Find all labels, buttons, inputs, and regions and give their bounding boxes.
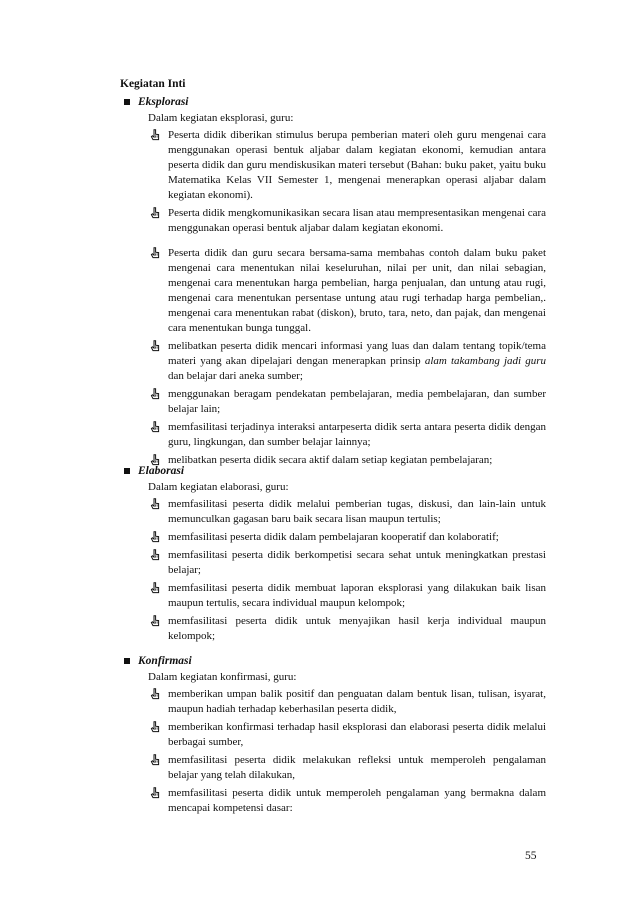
- square-bullet-icon: [124, 99, 130, 105]
- list-item: Peserta didik diberikan stimulus berupa pemberian materi oleh guru mengenai cara menggunakan operasi bentuk aljabar dalam kegiatan ekonomi, kemudian antara peserta didik dan guru mendiskusikan materi tersebut (Bahan: buku paket, yaitu buku Matematika Kelas VII Semester 1, mengenai menerapkan operasi aljabar dalam kegiatan ekonomi).: [122, 128, 546, 203]
- section-intro: Dalam kegiatan konfirmasi, guru:: [148, 671, 297, 683]
- list-item: Peserta didik mengkomunikasikan secara lisan atau mempresentasikan mengenai cara menggunakan operasi bentuk aljabar dalam kegiatan ekonomi.: [122, 206, 546, 236]
- pointing-hand-icon: [150, 498, 160, 510]
- section-title-elaborasi: [122, 463, 546, 479]
- list-item: memfasilitasi peserta didik untuk menyajikan hasil kerja individual maupun kelompok;: [122, 614, 546, 644]
- pointing-hand-icon: [150, 207, 160, 219]
- list-item: menggunakan beragam pendekatan pembelajaran, media pembelajaran, dan sumber belajar lain;: [122, 387, 546, 417]
- pointing-hand-icon: [150, 129, 160, 141]
- pointing-hand-icon: [150, 340, 160, 352]
- pointing-hand-icon: [150, 549, 160, 561]
- section-title-konfirmasi: [122, 653, 546, 669]
- section-title-eksplorasi: [122, 94, 546, 110]
- section-intro: Dalam kegiatan elaborasi, guru:: [148, 481, 289, 493]
- square-bullet-icon: [124, 658, 130, 664]
- list-item: melibatkan peserta didik secara aktif dalam setiap kegiatan pembelajaran;: [122, 453, 546, 468]
- list-item: memfasilitasi peserta didik melalui pemberian tugas, diskusi, dan lain-lain untuk memunculkan gagasan baru baik secara lisan maupun tertulis;: [122, 497, 546, 527]
- item-list: [122, 128, 546, 468]
- pointing-hand-icon: [150, 582, 160, 594]
- pointing-hand-icon: [150, 754, 160, 766]
- list-item: memberikan umpan balik positif dan penguatan dalam bentuk lisan, tulisan, isyarat, maupun hadiah terhadap keberhasilan peserta didik,: [122, 687, 546, 717]
- list-item: Peserta didik dan guru secara bersama-sama membahas contoh dalam buku paket mengenai cara menentukan nilai keseluruhan, nilai per unit, dan nilai sebagian, mengenai cara menentukan harga pembelian, harga penjualan, dan untung atau rugi, mengenai cara menentukan persentase untung atau rugi terhadap harga pembelian,. mengenai cara menentukan rabat (diskon), bruto, tara, neto, dan pajak, dan mengenai cara menentukan bunga tunggal.: [122, 246, 546, 336]
- section-heading: Kegiatan Inti: [120, 78, 186, 90]
- pointing-hand-icon: [150, 688, 160, 700]
- list-item: memfasilitasi terjadinya interaksi antarpeserta didik serta antara peserta didik dengan guru, lingkungan, dan sumber belajar lainnya;: [122, 420, 546, 450]
- list-item: memberikan konfirmasi terhadap hasil eksplorasi dan elaborasi peserta didik melalui berbagai sumber,: [122, 720, 546, 750]
- pointing-hand-icon: [150, 787, 160, 799]
- italic-phrase: alam takambang jadi guru: [424, 355, 546, 367]
- pointing-hand-icon: [150, 247, 160, 259]
- section-konfirmasi: [122, 653, 546, 819]
- pointing-hand-icon: [150, 721, 160, 733]
- section-eksplorasi: [122, 94, 546, 471]
- list-item: memfasilitasi peserta didik melakukan refleksi untuk memperoleh pengalaman belajar yang telah dilakukan,: [122, 753, 546, 783]
- list-item: memfasilitasi peserta didik membuat laporan eksplorasi yang dilakukan baik lisan maupun tertulis, secara individual maupun kelompok;: [122, 581, 546, 611]
- section-title-text: Konfirmasi: [138, 655, 192, 667]
- section-intro: Dalam kegiatan eksplorasi, guru:: [148, 112, 294, 124]
- list-item: memfasilitasi peserta didik untuk memperoleh pengalaman yang bermakna dalam mencapai kompetensi dasar:: [122, 786, 546, 816]
- section-elaborasi: [122, 463, 546, 647]
- pointing-hand-icon: [150, 388, 160, 400]
- list-item: melibatkan peserta didik mencari informasi yang luas dan dalam tentang topik/tema materi yang akan dipelajari dengan menerapkan prinsip alam takambang jadi guru dan belajar dari aneka sumber;: [122, 339, 546, 384]
- section-title-text: Eksplorasi: [138, 96, 189, 108]
- page-number: 55: [525, 850, 537, 862]
- list-item: memfasilitasi peserta didik berkompetisi secara sehat untuk meningkatkan prestasi belajar;: [122, 548, 546, 578]
- item-list: [122, 497, 546, 644]
- pointing-hand-icon: [150, 615, 160, 627]
- item-list: [122, 687, 546, 816]
- pointing-hand-icon: [150, 421, 160, 433]
- list-item: memfasilitasi peserta didik dalam pembelajaran kooperatif dan kolaboratif;: [122, 530, 546, 545]
- square-bullet-icon: [124, 468, 130, 474]
- section-title-text: Elaborasi: [138, 465, 185, 477]
- pointing-hand-icon: [150, 531, 160, 543]
